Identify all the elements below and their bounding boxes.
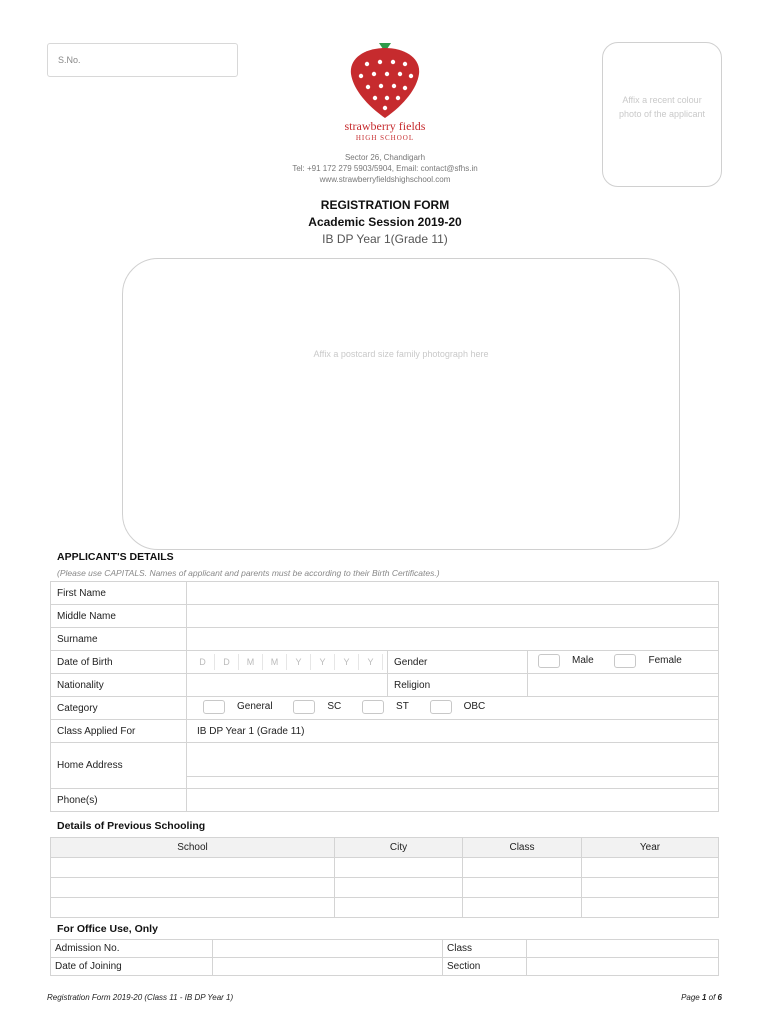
table-row: [51, 858, 719, 878]
section-field[interactable]: [527, 958, 719, 976]
table-row: [51, 582, 719, 605]
applicant-details-note: (Please use CAPITALS. Names of applicant and parents must be according to their Birth Certificates.): [57, 568, 440, 578]
section-label: Section: [443, 958, 527, 976]
class-cell[interactable]: [463, 898, 582, 918]
office-class-label: Class: [443, 940, 527, 958]
dob-field[interactable]: [187, 651, 388, 674]
city-cell[interactable]: [335, 878, 463, 898]
general-label: General: [237, 701, 273, 712]
family-photo-note: Affix a postcard size family photograph here: [313, 349, 489, 359]
page-current: 1: [701, 993, 707, 1002]
female-checkbox[interactable]: [614, 654, 636, 668]
dob-month-2: M: [263, 654, 287, 670]
category-label: Category: [51, 697, 187, 720]
school-cell[interactable]: [51, 898, 335, 918]
category-options: [187, 697, 719, 720]
dob-day-2: D: [215, 654, 239, 670]
male-checkbox[interactable]: [538, 654, 560, 668]
gender-label: Gender: [388, 651, 528, 674]
obc-label: OBC: [463, 701, 486, 712]
class-applied-label: Class Applied For: [51, 720, 187, 743]
general-checkbox[interactable]: [203, 700, 225, 714]
grade-label: IB DP Year 1(Grade 11): [322, 232, 448, 246]
table-row: [51, 958, 719, 976]
table-row: [51, 651, 719, 674]
previous-schooling-heading: Details of Previous Schooling: [57, 820, 206, 832]
admission-no-field[interactable]: [213, 940, 443, 958]
office-use-heading: For Office Use, Only: [57, 923, 158, 935]
date-of-joining-field[interactable]: [213, 958, 443, 976]
table-row: [51, 940, 719, 958]
female-label: Female: [648, 655, 682, 666]
year-cell[interactable]: [582, 858, 719, 878]
home-address-field[interactable]: [187, 743, 719, 789]
column-header-city: City: [335, 838, 463, 858]
st-checkbox[interactable]: [362, 700, 384, 714]
applicant-details-table: [50, 581, 719, 812]
school-website: www.strawberryfieldshighschool.com: [319, 175, 451, 184]
table-row: [51, 605, 719, 628]
school-address: Sector 26, Chandigarh: [344, 153, 426, 162]
academic-session: Academic Session 2019-20: [308, 215, 462, 229]
sc-label: SC: [327, 701, 342, 712]
st-label: ST: [396, 701, 409, 712]
table-row: [51, 720, 719, 743]
sc-checkbox[interactable]: [293, 700, 315, 714]
obc-checkbox[interactable]: [430, 700, 452, 714]
surname-label: Surname: [51, 628, 187, 651]
middle-name-label: Middle Name: [51, 605, 187, 628]
dob-day-1: D: [191, 654, 215, 670]
school-subtitle: HIGH SCHOOL: [355, 134, 415, 142]
gender-options: [528, 651, 719, 674]
table-row: [51, 898, 719, 918]
class-applied-value[interactable]: IB DP Year 1 (Grade 11): [187, 720, 719, 743]
class-cell[interactable]: [463, 858, 582, 878]
office-use-table: [50, 939, 719, 976]
first-name-label: First Name: [51, 582, 187, 605]
religion-label: Religion: [388, 674, 528, 697]
column-header-year: Year: [582, 838, 719, 858]
page-prefix: Page: [681, 993, 702, 1002]
dob-year-1: Y: [287, 654, 311, 670]
nationality-label: Nationality: [51, 674, 187, 697]
school-contact: [230, 152, 540, 185]
date-of-joining-label: Date of Joining: [51, 958, 213, 976]
dob-year-4: Y: [359, 654, 383, 670]
table-row: [51, 878, 719, 898]
year-cell[interactable]: [582, 878, 719, 898]
city-cell[interactable]: [335, 858, 463, 878]
city-cell[interactable]: [335, 898, 463, 918]
dob-year-2: Y: [311, 654, 335, 670]
table-row: [51, 743, 719, 789]
admission-no-label: Admission No.: [51, 940, 213, 958]
table-header-row: [51, 838, 719, 858]
applicant-details-heading: APPLICANT'S DETAILS: [57, 551, 174, 563]
dob-year-3: Y: [335, 654, 359, 670]
surname-field[interactable]: [187, 628, 719, 651]
family-photo-box: [122, 258, 680, 550]
table-row: [51, 789, 719, 812]
school-cell[interactable]: [51, 858, 335, 878]
page-of: of: [706, 993, 718, 1002]
column-header-school: School: [51, 838, 335, 858]
table-row: [51, 674, 719, 697]
footer-form-name: Registration Form 2019-20 (Class 11 - IB DP Year 1): [47, 993, 234, 1002]
page-total: 6: [717, 993, 722, 1002]
table-row: [51, 628, 719, 651]
phones-field[interactable]: [187, 789, 719, 812]
middle-name-field[interactable]: [187, 605, 719, 628]
school-name: strawberry fields: [344, 119, 426, 133]
applicant-photo-box: [602, 42, 722, 187]
male-label: Male: [572, 655, 594, 666]
phones-label: Phone(s): [51, 789, 187, 812]
class-cell[interactable]: [463, 878, 582, 898]
dob-month-1: M: [239, 654, 263, 670]
school-tel-email: Tel: +91 172 279 5903/5904, Email: contact@sfhs.in: [292, 164, 478, 173]
applicant-photo-note: Affix a recent colour photo of the applicant: [618, 95, 706, 119]
serial-number-field[interactable]: [47, 43, 238, 77]
first-name-field[interactable]: [187, 582, 719, 605]
religion-field[interactable]: [528, 674, 719, 697]
office-class-field[interactable]: [527, 940, 719, 958]
school-cell[interactable]: [51, 878, 335, 898]
nationality-field[interactable]: [187, 674, 388, 697]
table-row: [51, 697, 719, 720]
form-title: REGISTRATION FORM: [320, 198, 450, 212]
dob-label: Date of Birth: [51, 651, 187, 674]
footer-page-number: [681, 993, 722, 1002]
column-header-class: Class: [463, 838, 582, 858]
home-address-label: Home Address: [51, 743, 187, 789]
serial-number-label: S.No.: [58, 55, 81, 65]
previous-schooling-table: [50, 837, 719, 918]
year-cell[interactable]: [582, 898, 719, 918]
